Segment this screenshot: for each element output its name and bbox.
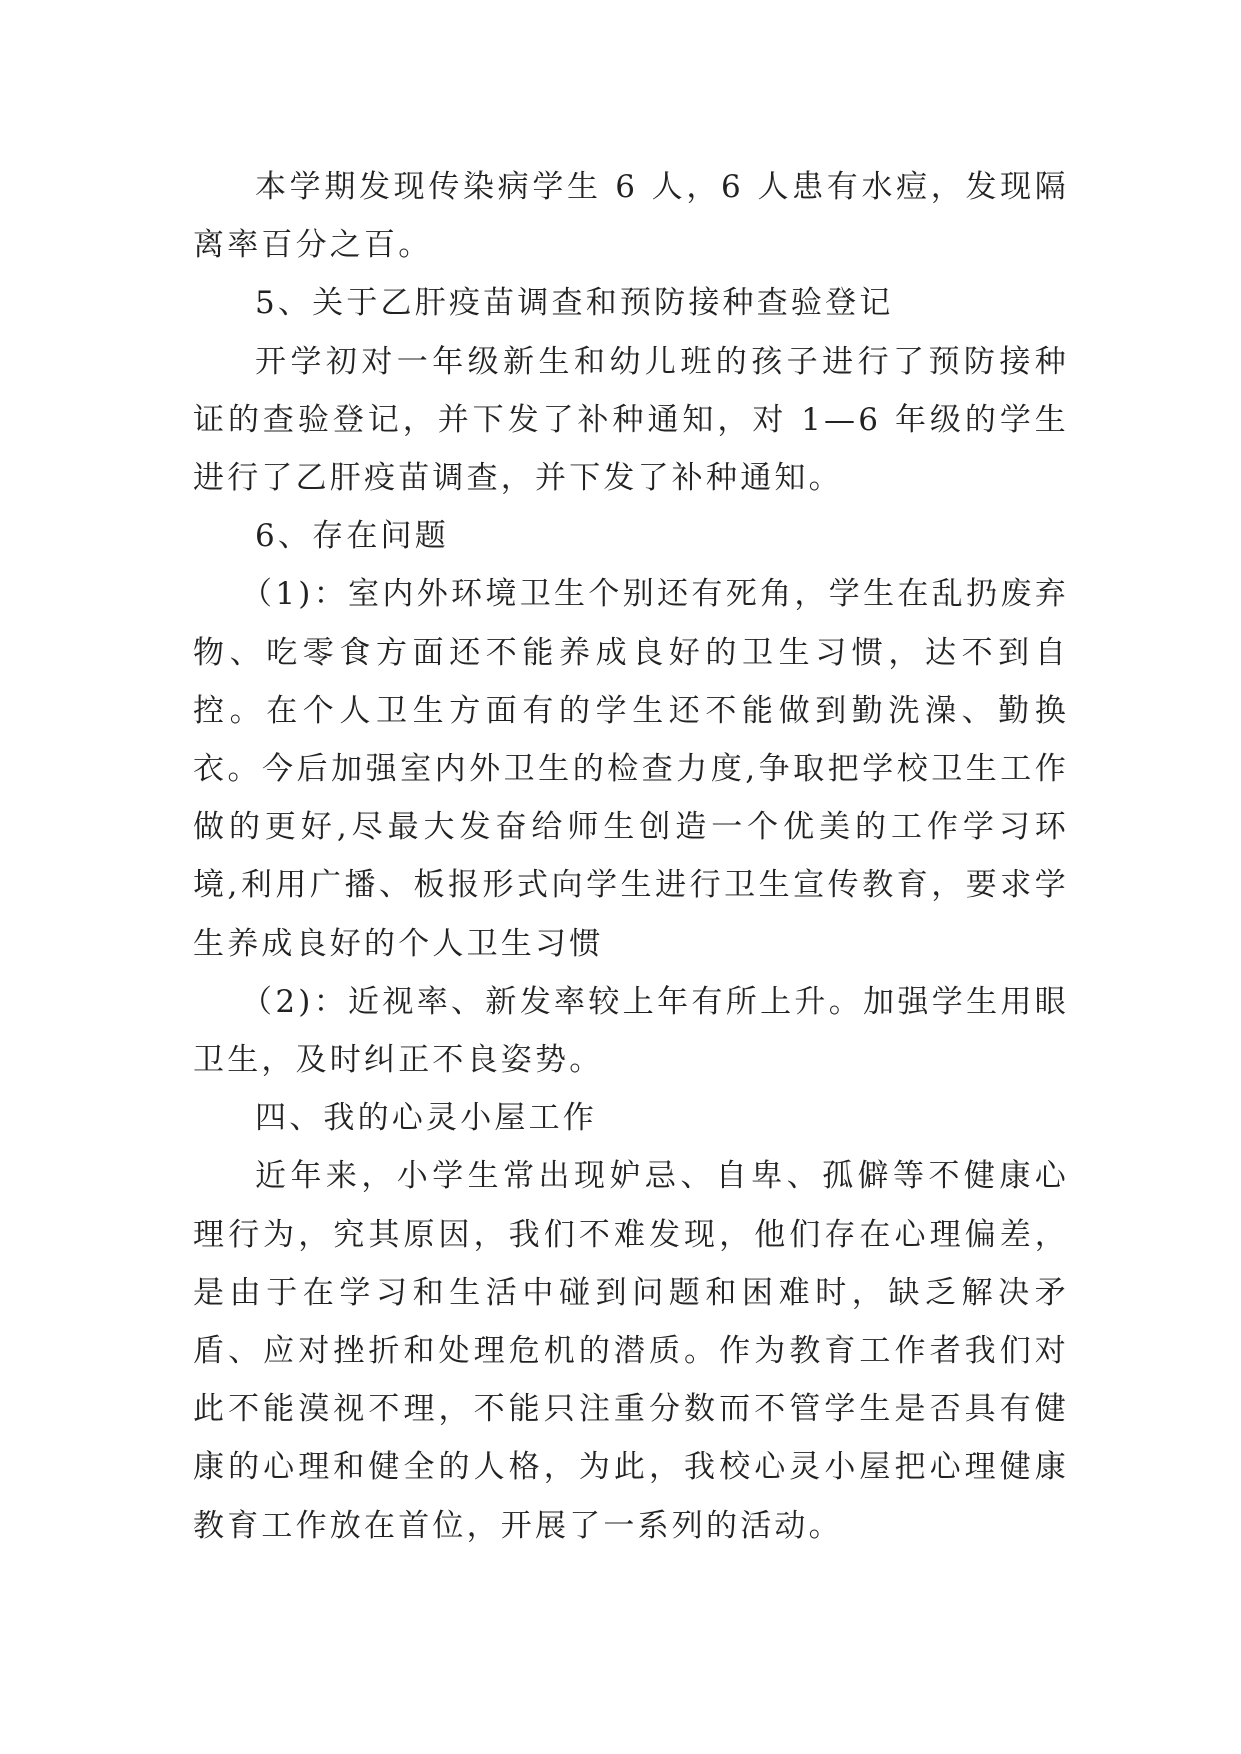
heading-hepatitis-vaccine: 5、关于乙肝疫苗调查和预防接种查验登记 [255, 285, 894, 322]
paragraph-problem-2: （2)：近视率、新发率较上年有所上升。加强学生用眼卫生，及时纠正不良姿势。 [193, 983, 1069, 1079]
heading-existing-problems: 6、存在问题 [255, 518, 449, 555]
paragraph-problem-1: （1)：室内外环境卫生个别还有死角，学生在乱扔废弃物、吃零食方面还不能养成良好的卫生习惯，达不到自控。在个人卫生方面有的学生还不能做到勤洗澡、勤换衣。今后加强室内外卫生的检查力度,争取把学校卫生工作做的更好,尽最大发奋给师生创造一个优美的工作学习环境,利用广播、板报形式向学生进行卫生宣传教育，要求学生养成良好的个人卫生习惯 [193, 576, 1069, 962]
paragraph-infectious-disease: 本学期发现传染病学生 6 人，6 人患有水痘，发现隔离率百分之百。 [193, 169, 1069, 264]
paragraph-mental-health: 近年来，小学生常出现妒忌、自卑、孤僻等不健康心理行为，究其原因，我们不难发现，他们存在心理偏差，是由于在学习和生活中碰到问题和困难时，缺乏解决矛盾、应对挫折和处理危机的潜质。作为教育工作者我们对此不能漠视不理，不能只注重分数而不管学生是否具有健康的心理和健全的人格，为此，我校心灵小屋把心理健康教育工作放在首位，开展了一系列的活动。 [193, 1158, 1069, 1544]
document-body [193, 158, 1069, 1555]
heading-heart-room-work: 四、我的心灵小屋工作 [255, 1100, 597, 1137]
paragraph-vaccination-check: 开学初对一年级新生和幼儿班的孩子进行了预防接种证的查验登记，并下发了补种通知，对 1—6 年级的学生进行了乙肝疫苗调查，并下发了补种通知。 [193, 343, 1069, 497]
